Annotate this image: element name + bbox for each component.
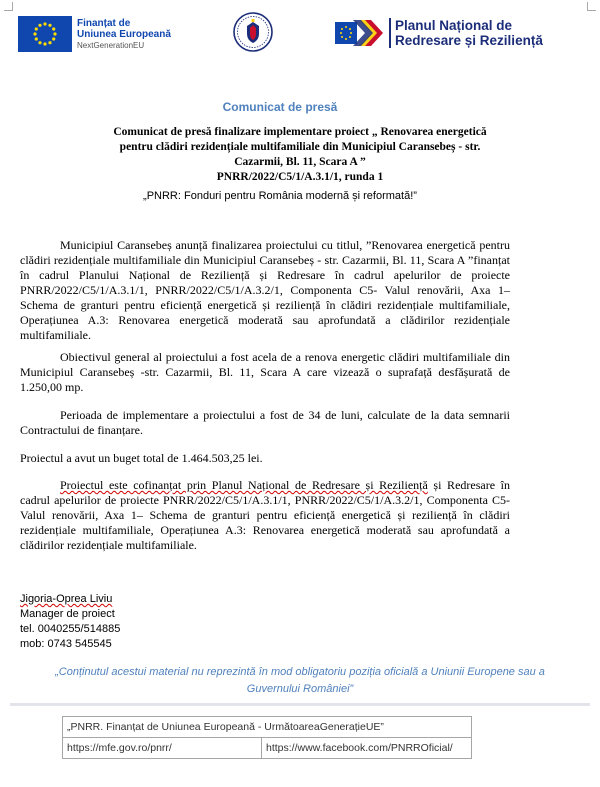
pnrr-logo-line1: Planul Național de — [395, 18, 513, 33]
eu-flag-icon — [18, 16, 72, 52]
footer-link-mfe[interactable]: https://mfe.gov.ro/pnrr/ — [63, 738, 262, 759]
footer-table — [62, 716, 472, 759]
cofinancing-rest-text: și Redresare în cadrul apelurilor de proiecte PNRR/2022/C5/1/A.3.1/1, PNRR/2022/C5/1/A.3.2/1, Componenta C5- Valul renovării, Axa 1– Schema de granturi pentru eficiență energetică și reziliență în clădiri rezidențiale multifamiliale, Operațiunea A.3: Renovarea energetică moderată sau aprofundată a clădirilor rezidențiale multifamiliale. — [20, 478, 510, 552]
signature-phone: tel. 0040255/514885 — [20, 623, 121, 635]
signature-mobile: mob: 0743 545545 — [20, 638, 112, 650]
paragraph-budget: Proiectul a avut un buget total de 1.464.503,25 lei. — [20, 451, 263, 465]
pnrr-logo — [335, 18, 543, 48]
eu-logo — [18, 16, 171, 52]
eu-logo-line1: Finanțat de — [77, 17, 131, 29]
signature-name: Jigoria-Oprea Liviu — [20, 593, 113, 605]
document-title: Comunicat de presă — [222, 100, 338, 114]
subtitle-line1: Comunicat de presă finalizare implementare proiect „ Renovarea energetică — [113, 126, 487, 138]
paragraph-cofinancing — [20, 478, 510, 553]
header-logos — [0, 8, 600, 64]
motto: „PNRR: Fonduri pentru România modernă și reformată!” — [143, 190, 417, 202]
subtitle-line3: Cazarmii, Bl. 11, Scara A ” — [234, 156, 366, 168]
subtitle-line2: pentru clădiri rezidențiale multifamiliale din Municipiul Caransebeș - str. — [119, 141, 481, 153]
eu-disclaimer — [0, 664, 600, 698]
romania-government-crest-icon — [233, 12, 273, 52]
signature-role: Manager de proiect — [20, 608, 115, 620]
pnrr-flag-icon — [335, 18, 385, 48]
footer-funding-statement: „PNRR. Finanțat de Uniunea Europeană - UrmătoareaGenerațieUE” — [63, 717, 472, 738]
paragraph-period: Perioada de implementare a proiectului a fost de 34 de luni, calculate de la data semnarii Contractului de finanțare. — [20, 408, 510, 437]
pnrr-logo-line2: Redresare și Reziliență — [395, 33, 543, 48]
subtitle-line4: PNRR/2022/C5/1/A.3.1/1, runda 1 — [216, 171, 384, 183]
document-subtitle — [70, 125, 530, 185]
disclaimer-line1: „Conținutul acestui material nu reprezintă în mod obligatoriu poziția oficială a Uniunii Europene sau a — [55, 666, 545, 678]
footer-link-facebook[interactable]: https://www.facebook.com/PNRROficial/ — [262, 738, 472, 759]
eu-logo-line3: NextGenerationEU — [77, 40, 145, 50]
cofinancing-underlined-text: Proiectul este cofinanțat prin Planul Național de Redresare și Reziliență — [60, 478, 428, 492]
paragraph-announcement: Municipiul Caransebeș anunță finalizarea proiectului cu titlul, ”Renovarea energetică pentru clădiri rezidențiale multifamiliale din Municipiul Caransebeș - str. Cazarmii, Bl. 11, Scara A ”finanțat în cadrul Planului Național de Reziliență și Redresare în cadrul apelurilor de proiecte PNRR/2022/C5/1/A.3.1/1, PNRR/2022/C5/1/A.3.2/1, Componenta C5- Valul renovării, Axa 1– Schema de granturi pentru eficiență energetică și reziliență în clădiri rezidențiale multifamiliale, Operațiunea A.3: Renovarea energetică moderată sau aprofundată a clădirilor rezidențiale multifamiliale. — [20, 238, 510, 342]
footer-divider — [10, 703, 590, 706]
paragraph-objective: Obiectivul general al proiectului a fost acela de a renova energetic clădiri multifamiliale din Municipiul Caransebeș -str. Cazarmii, Bl. 11, Scara A care vizează o suprafață desfășurată de 1.250,00 mp. — [20, 350, 510, 394]
eu-logo-line2: Uniunea Europeană — [77, 28, 171, 40]
signature-block — [20, 592, 120, 652]
disclaimer-line2: Guvernului României” — [246, 683, 354, 695]
